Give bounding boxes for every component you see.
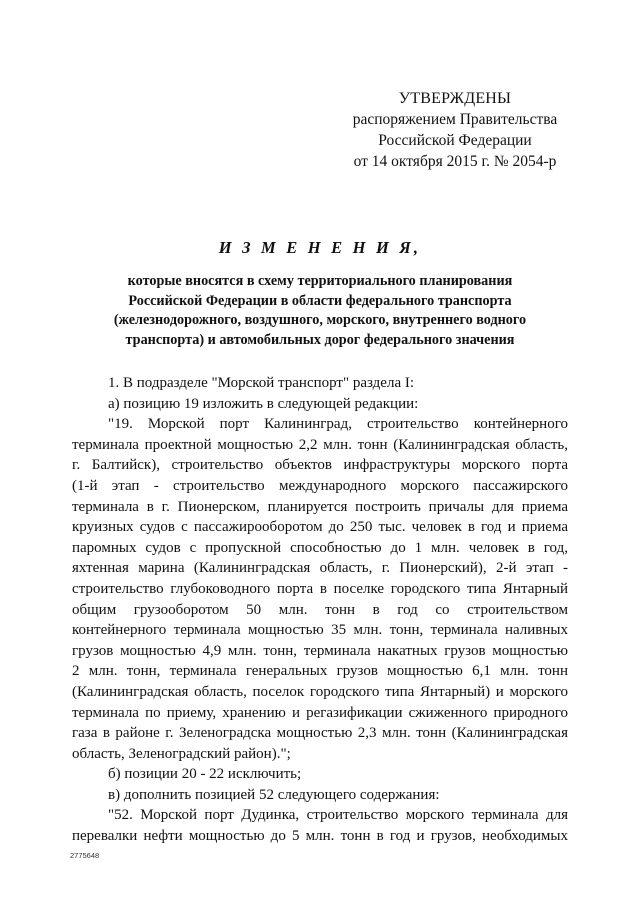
body-line: г. Балтийск), строительство объектов инфраструктуры морского порта (72, 457, 568, 474)
subtitle-line: (железнодорожного, воздушного, морского, внутреннего водного (113, 312, 527, 328)
approval-block (330, 88, 580, 172)
document-subtitle (70, 272, 570, 350)
body-line: б) позиции 20 - 22 исключить; (108, 766, 302, 783)
document-body (72, 373, 568, 847)
body-line: перевалки нефти мощностью до 5 млн. тонн в год и грузов, необходимых (72, 828, 568, 845)
body-line: 1. В подразделе "Морской транспорт" раздела I: (108, 375, 415, 391)
body-line: терминала в г. Пионерском, планируется построить причалы для приема (72, 498, 568, 515)
body-line: (1-й этап - строительство международного морского пассажирского (72, 477, 568, 494)
document-title: И З М Е Н Е Н И Я, (218, 238, 422, 257)
approval-line-3: от 14 октября 2015 г. № 2054-р (353, 153, 557, 170)
approval-heading: УТВЕРЖДЕНЫ (398, 90, 512, 107)
subtitle-line: транспорта) и автомобильных дорог федерального значения (125, 331, 515, 348)
body-line: 2 млн. тонн, терминала генеральных грузов мощностью 6,1 млн. тонн (72, 663, 568, 680)
body-line: грузов мощностью 4,9 млн. тонн, терминала накатных грузов мощностью (72, 642, 568, 659)
approval-line-1: распоряжением Правительства (352, 111, 558, 128)
body-line: газа в районе г. Зеленоградска мощностью 2,3 млн. тонн (Калининградская (72, 725, 568, 742)
body-line: "52. Морской порт Дудинка, строительство морского терминала для (108, 807, 568, 824)
body-line: (Калининградская область, поселок городского типа Янтарный) и морского (72, 683, 568, 700)
subtitle-line: Российской Федерации в области федерального транспорта (128, 292, 512, 309)
document-code: 2775648 (70, 851, 100, 860)
approval-line-2: Российской Федерации (378, 132, 532, 149)
body-line: контейнерного терминала мощностью 35 млн. тонн, терминала наливных (72, 622, 568, 639)
body-line: область, Зеленоградский район)."; (72, 745, 291, 762)
body-line: яхтенная марина (Калининградская область, г. Пионерский), 2-й этап - (72, 560, 568, 577)
body-line: общим грузооборотом 50 млн. тонн в год со строительством (72, 601, 568, 618)
document-title-block (70, 238, 570, 350)
body-line: терминала по приему, хранению и регазификации сжиженного природного (72, 704, 568, 721)
body-line: строительство глубоководного порта в поселке городского типа Янтарный (72, 580, 568, 597)
body-line: паромных судов с пропускной способностью до 1 млн. человек в год, (72, 539, 568, 556)
body-line: терминала проектной мощностью 2,2 млн. тонн (Калининградская область, (72, 436, 568, 453)
body-line: в) дополнить позицией 52 следующего содержания: (108, 786, 440, 803)
subtitle-line: которые вносятся в схему территориального планирования (127, 273, 513, 289)
body-line: круизных судов с пассажирооборотом до 250 тыс. человек в год и приема (72, 519, 568, 536)
body-line: "19. Морской порт Калининград, строительство контейнерного (108, 416, 568, 433)
body-line: а) позицию 19 изложить в следующей редакции: (108, 395, 419, 412)
